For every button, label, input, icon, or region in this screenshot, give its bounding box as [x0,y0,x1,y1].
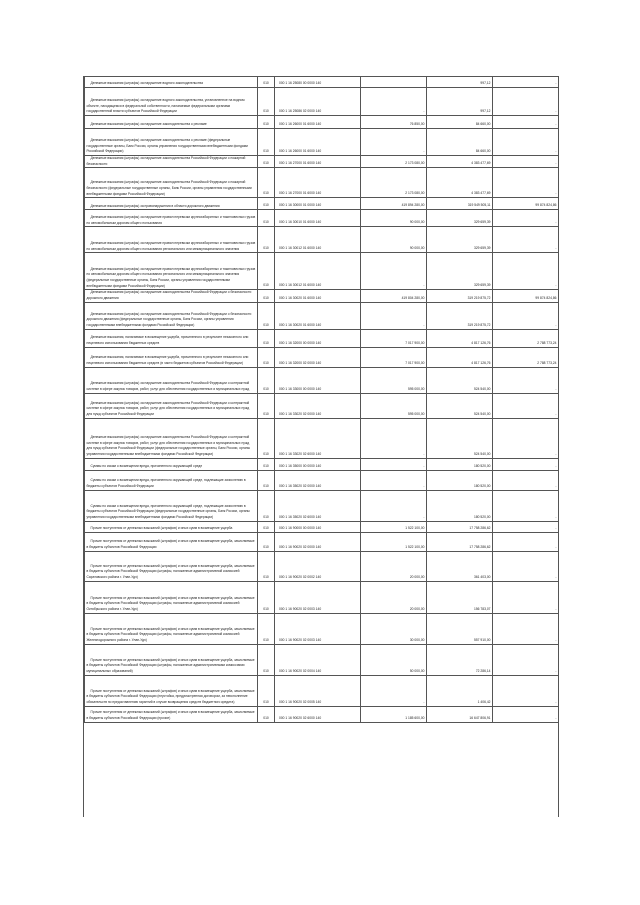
row-executed: 156 783,07 [427,581,493,613]
row-kbk: 000 1 16 27000 01 6000 140 [275,156,361,168]
row-unexecuted: - [493,490,559,521]
row-name: Прочие поступления от денежных взысканий (штрафов) и иных сумм в возмещение ущерба, зачисляемые в бюджеты субъектов Российской Федерации [85,532,258,551]
row-executed: 4 383 477,69 [427,168,493,198]
row-kbk: 000 1 16 35000 00 0000 140 [275,458,361,470]
row-name: Денежные взыскания (штрафы) за нарушение законодательства Российской Федерации о безопасности дорожного движения [85,290,258,302]
row-code: 010 [258,613,275,644]
row-unexecuted: - [493,644,559,675]
row-unexecuted: - [493,227,559,253]
table-row [85,210,559,227]
row-approved: 595 000,00 [361,393,427,418]
row-name: Суммы по искам о возмещении вреда, причиненного окружающей среде, подлежащие зачислению в бюджеты субъектов Российской Федерации [85,470,258,490]
row-unexecuted: - [493,675,559,706]
row-approved: 7 017 900,00 [361,347,427,367]
row-unexecuted: 2 788 773,24 [493,329,559,347]
row-approved: 76 850,00 [361,116,427,129]
row-approved: - [361,129,427,156]
table-row [85,613,559,644]
row-code: 010 [258,77,275,88]
row-executed: 4 383 477,69 [427,156,493,168]
row-executed: 329 659,39 [427,227,493,253]
row-code: 010 [258,521,275,532]
row-executed: 84 660,00 [427,129,493,156]
row-name: Денежные взыскания, налагаемые в возмещение ущерба, причиненного в результате незаконного или нецелевого использования бюджетных средств [85,329,258,347]
table-row [85,129,559,156]
row-code: 010 [258,198,275,210]
row-kbk: 000 1 16 26000 01 6000 140 [275,116,361,129]
row-approved: 2 173 080,00 [361,156,427,168]
row-kbk: 000 1 16 30020 01 6000 140 [275,290,361,302]
row-unexecuted: - [493,302,559,329]
row-code: 010 [258,210,275,227]
row-approved: 1 522 100,00 [361,521,427,532]
table-row [85,367,559,393]
row-approved: - [361,458,427,470]
row-approved: 50 000,00 [361,644,427,675]
table-row [85,532,559,551]
row-approved: 20 000,00 [361,551,427,581]
report-table-sheet [83,76,559,817]
table-row [85,77,559,88]
table-row [85,675,559,706]
row-approved: 30 000,00 [361,613,427,644]
table-row [85,302,559,329]
row-name: Прочие поступления от денежных взысканий (штрафов) и иных сумм в возмещение ущерба, зачисляемые в бюджеты субъектов Российской Федерации (штрафы, наложенные административной комиссией Октябрьского района г. Улан-Удэ) [85,581,258,613]
row-code: 010 [258,644,275,675]
row-unexecuted: - [493,551,559,581]
row-executed: 329 659,39 [427,210,493,227]
row-approved: - [361,88,427,116]
row-unexecuted: - [493,253,559,290]
row-unexecuted: - [493,367,559,393]
row-kbk: 000 1 16 30000 01 0000 140 [275,198,361,210]
table-row [85,521,559,532]
row-kbk: 000 1 16 90020 02 0003 140 [275,581,361,613]
row-executed: 524 540,00 [427,418,493,458]
row-executed: 84 660,00 [427,116,493,129]
row-unexecuted: - [493,613,559,644]
row-code: 010 [258,490,275,521]
row-kbk: 000 1 16 90000 00 0000 140 [275,521,361,532]
row-name: Денежные взыскания (штрафы) за нарушение законодательства Российской Федерации о пожарной безопасности [85,156,258,168]
row-executed: 997,12 [427,88,493,116]
row-kbk: 000 1 16 30020 01 6000 140 [275,302,361,329]
revenue-execution-table [84,76,559,723]
row-approved: - [361,253,427,290]
row-name: Прочие поступления от денежных взысканий (штрафов) и иных сумм в возмещение ущерба [85,521,258,532]
row-approved: 419 804 280,00 [361,290,427,302]
row-approved: - [361,490,427,521]
row-unexecuted: - [493,458,559,470]
row-kbk: 000 1 16 35020 02 6000 140 [275,490,361,521]
row-name: Денежные взыскания (штрафы) за нарушение законодательства Российской Федерации о пожарной безопасности (федеральные государственные органы, Банк России, органы управления государственными внебюджетными фондами Российской Федерации) [85,168,258,198]
row-code: 010 [258,290,275,302]
row-executed: 997,12 [427,77,493,88]
row-executed: 180 520,00 [427,458,493,470]
row-executed: 319 219 875,72 [427,290,493,302]
row-approved: - [361,302,427,329]
row-kbk: 000 1 16 33020 02 6000 140 [275,418,361,458]
row-code: 010 [258,129,275,156]
row-approved: 90 000,00 [361,210,427,227]
table-row [85,156,559,168]
table-row [85,347,559,367]
row-executed: 72 286,14 [427,644,493,675]
row-unexecuted: - [493,116,559,129]
row-code: 010 [258,532,275,551]
row-approved: 595 000,00 [361,367,427,393]
row-code: 010 [258,551,275,581]
row-code: 010 [258,329,275,347]
row-unexecuted: - [493,393,559,418]
row-executed: 557 910,00 [427,613,493,644]
row-unexecuted: - [493,210,559,227]
row-unexecuted: - [493,156,559,168]
row-approved: - [361,470,427,490]
row-executed: 4 817 126,76 [427,329,493,347]
row-code: 010 [258,581,275,613]
row-executed: 1 406,42 [427,675,493,706]
row-name: Прочие поступления от денежных взысканий (штрафов) и иных сумм в возмещение ущерба, зачисляемые в бюджеты субъектов Российской Федерации (неустойка, предусмотренная договором, за неисполнение обязательств по предоставлению гарантий в случае возвращения средств бюджетного кредита) [85,675,258,706]
row-code: 010 [258,227,275,253]
row-unexecuted: 2 788 773,24 [493,347,559,367]
table-row [85,644,559,675]
row-approved: 1 522 100,00 [361,532,427,551]
row-approved: 419 894 280,00 [361,198,427,210]
row-approved: 90 000,00 [361,227,427,253]
row-kbk: 000 1 16 25080 00 0000 140 [275,77,361,88]
row-name: Денежные взыскания (штрафы) за нарушение законодательства Российской Федерации о контрактной системе в сфере закупок товаров, работ, услуг для обеспечения государственных и муниципальных нужд для нужд субъектов Российской Федерации [85,393,258,418]
row-name: Денежные взыскания (штрафы) за правонарушения в области дорожного движения [85,198,258,210]
row-code: 010 [258,470,275,490]
row-unexecuted: - [493,470,559,490]
row-code: 010 [258,168,275,198]
row-name: Денежные взыскания (штрафы) за нарушение водного законодательства, установленное на водном объекте, находящемся в федеральной собственности, налагаемые федеральными органами государственной власти субъектов Российской Федерации [85,88,258,116]
table-row [85,329,559,347]
row-unexecuted: - [493,77,559,88]
row-kbk: 000 1 16 90020 02 0005 140 [275,675,361,706]
table-row [85,470,559,490]
row-name: Денежные взыскания (штрафы) за нарушение законодательства о рекламе [85,116,258,129]
row-unexecuted: - [493,88,559,116]
row-executed: 319 549 505,11 [427,198,493,210]
row-executed: 180 520,00 [427,470,493,490]
table-row [85,198,559,210]
row-name: Денежные взыскания (штрафы) за нарушение законодательства Российской Федерации о контрактной системе в сфере закупок товаров, работ, услуг для обеспечения государственных и муниципальных нужд для нужд субъектов Российской Федерации (федеральные государственные органы, Банк России, органы управления государственными внебюджетными фондами Российской Федерации) [85,418,258,458]
row-approved: 7 017 900,00 [361,329,427,347]
row-unexecuted: - [493,129,559,156]
table-row [85,393,559,418]
row-name: Суммы по искам о возмещении вреда, причиненного окружающей среде, подлежащие зачислению в бюджеты субъектов Российской Федерации (федеральные государственные органы, Банк России, органы управления государственными внебюджетными фондами Российской Федерации) [85,490,258,521]
table-row [85,490,559,521]
row-code: 010 [258,253,275,290]
table-row [85,116,559,129]
table-row [85,551,559,581]
table-row [85,581,559,613]
row-executed: 329 659,39 [427,253,493,290]
row-kbk: 000 1 16 27000 01 6000 140 [275,168,361,198]
row-kbk: 000 1 16 90020 02 0003 140 [275,613,361,644]
row-kbk: 000 1 16 25086 02 0000 140 [275,88,361,116]
row-kbk: 000 1 16 90020 02 6000 140 [275,706,361,722]
row-kbk: 000 1 16 33000 00 0000 140 [275,367,361,393]
row-kbk: 000 1 16 33020 02 0000 140 [275,393,361,418]
row-code: 010 [258,367,275,393]
row-kbk: 000 1 16 30012 01 6000 140 [275,227,361,253]
row-approved [361,77,427,88]
row-name: Денежные взыскания (штрафы) за нарушение законодательства Российской Федерации о контрактной системе в сфере закупок товаров, работ, услуг для обеспечения государственных и муниципальных нужд [85,367,258,393]
row-code: 010 [258,88,275,116]
row-unexecuted: 99 874 824,86 [493,198,559,210]
table-row [85,706,559,722]
row-code: 010 [258,347,275,367]
table-row [85,418,559,458]
row-code: 010 [258,156,275,168]
row-kbk: 000 1 16 32000 02 0000 140 [275,347,361,367]
row-unexecuted: - [493,168,559,198]
row-executed: 361 403,00 [427,551,493,581]
table-row [85,88,559,116]
row-name: Прочие поступления от денежных взысканий (штрафов) и иных сумм в возмещение ущерба, зачисляемые в бюджеты субъектов Российской Федерации (прочие) [85,706,258,722]
row-approved: - [361,418,427,458]
row-code: 010 [258,302,275,329]
row-code: 010 [258,706,275,722]
row-unexecuted: - [493,418,559,458]
row-kbk: 000 1 16 90020 02 0004 140 [275,644,361,675]
row-kbk: 000 1 16 90020 02 0002 140 [275,551,361,581]
row-kbk: 000 1 16 30012 01 6000 140 [275,253,361,290]
row-name: Суммы по искам о возмещении вреда, причиненного окружающей среде [85,458,258,470]
row-name: Денежные взыскания (штрафы) за нарушение правил перевозки крупногабаритных и тяжеловесных грузов по автомобильным дорогам общего пользования [85,210,258,227]
row-unexecuted: - [493,521,559,532]
row-code: 010 [258,393,275,418]
row-kbk: 000 1 16 26000 01 6000 140 [275,129,361,156]
row-code: 010 [258,116,275,129]
row-code: 010 [258,418,275,458]
row-name: Денежные взыскания (штрафы) за нарушение правил перевозки крупногабаритных и тяжеловесных грузов по автомобильным дорогам общего пользования регионального или межмуниципального значения [85,227,258,253]
row-executed: 180 520,00 [427,490,493,521]
row-executed: 319 219 875,72 [427,302,493,329]
row-name: Денежные взыскания (штрафы) за нарушение законодательства о рекламе (федеральные государственные органы, Банк России, органы управления государственными внебюджетными фондами Российской Федерации) [85,129,258,156]
table-row [85,168,559,198]
row-executed: 16 647 806,91 [427,706,493,722]
table-row [85,227,559,253]
row-name: Денежные взыскания (штрафы) за нарушение законодательства Российской Федерации о безопасности дорожного движения (федеральные государственные органы, Банк России, органы управления государственными внебюджетными фондами Российской Федерации) [85,302,258,329]
table-row [85,458,559,470]
row-kbk: 000 1 16 90020 02 0000 140 [275,532,361,551]
row-unexecuted: - [493,532,559,551]
row-unexecuted: 99 874 824,86 [493,290,559,302]
row-executed: 17 758 286,62 [427,521,493,532]
row-kbk: 000 1 16 32000 00 0000 140 [275,329,361,347]
row-executed: 17 758 286,62 [427,532,493,551]
row-name: Прочие поступления от денежных взысканий (штрафов) и иных сумм в возмещение ущерба, зачисляемые в бюджеты субъектов Российской Федерации (штрафы, наложенные административными комиссиями муниципальных образований) [85,644,258,675]
table-row [85,253,559,290]
row-approved: 20 000,00 [361,581,427,613]
row-name: Денежные взыскания, налагаемые в возмещение ущерба, причиненного в результате незаконного или нецелевого использования бюджетных средств (в части бюджетов субъектов Российской Федерации) [85,347,258,367]
row-name: Прочие поступления от денежных взысканий (штрафов) и иных сумм в возмещение ущерба, зачисляемые в бюджеты субъектов Российской Федерации (штрафы, наложенные административной комиссией Саратовского района г. Улан-Удэ) [85,551,258,581]
row-name: Денежные взыскания (штрафы) за нарушение водного законодательства [85,77,258,88]
row-executed: 524 540,00 [427,393,493,418]
row-code: 010 [258,458,275,470]
row-unexecuted: - [493,581,559,613]
row-approved: 2 173 080,00 [361,168,427,198]
row-code: 010 [258,675,275,706]
row-approved: 1 185 600,00 [361,706,427,722]
row-kbk: 000 1 16 30010 01 6000 140 [275,210,361,227]
row-name: Денежные взыскания (штрафы) за нарушение правил перевозки крупногабаритных и тяжеловесных грузов по автомобильным дорогам общего пользования регионального или межмуниципального значения (федеральные государственные органы, Банк России, органы управления государственными внебюджетными фондами Российской Федерации) [85,253,258,290]
row-kbk: 000 1 16 35020 02 0000 140 [275,470,361,490]
row-approved: - [361,675,427,706]
row-executed: 4 817 126,76 [427,347,493,367]
row-unexecuted: - [493,706,559,722]
row-name: Прочие поступления от денежных взысканий (штрафов) и иных сумм в возмещение ущерба, зачисляемые в бюджеты субъектов Российской Федерации (штрафы, наложенные административной комиссией Железнодорожного района г. Улан-Удэ) [85,613,258,644]
table-row [85,290,559,302]
row-executed: 524 540,00 [427,367,493,393]
